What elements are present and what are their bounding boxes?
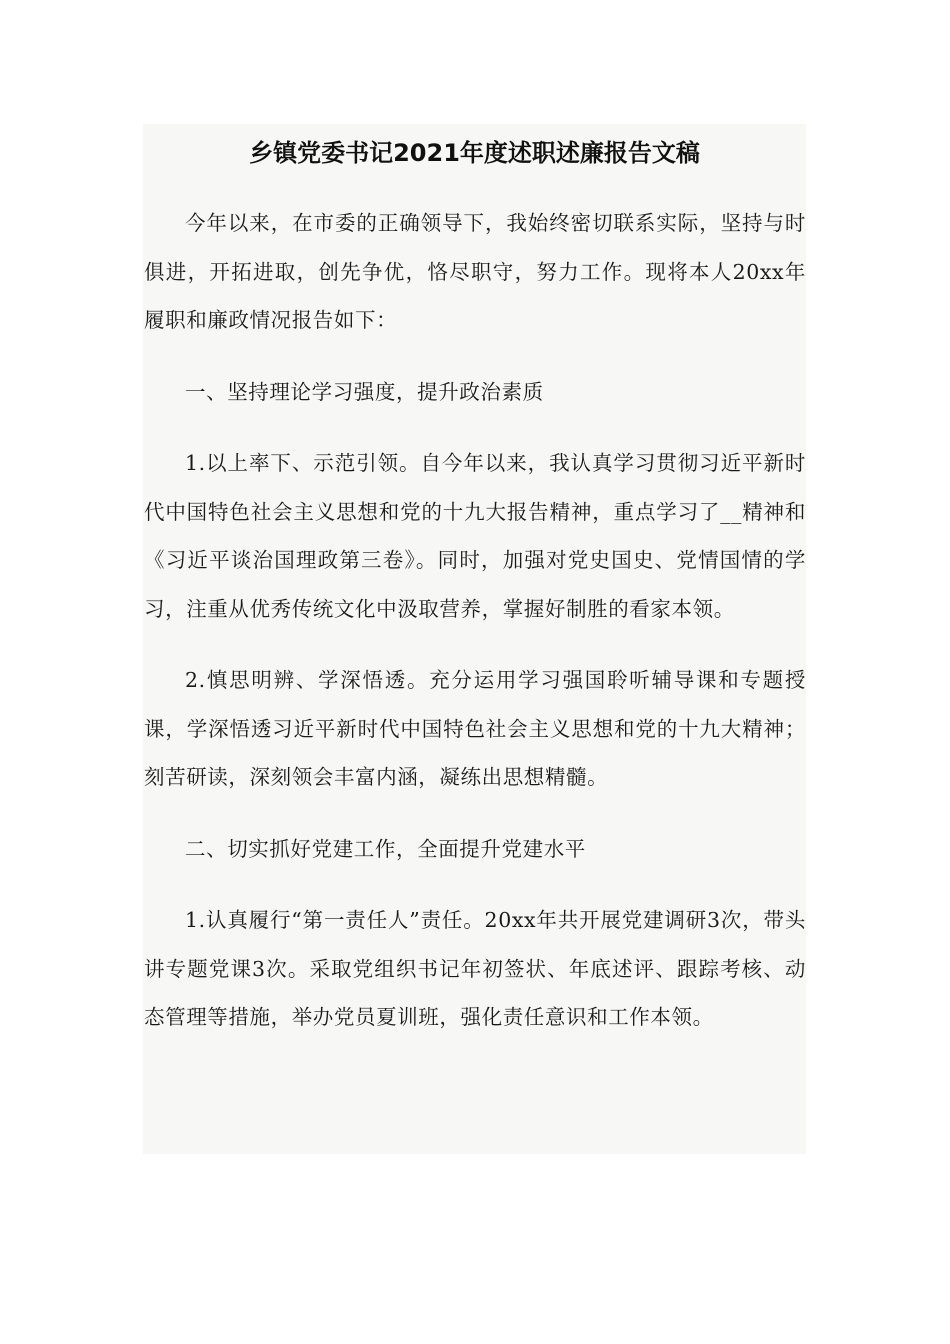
section-2-item-1: 1.认真履行“第一责任人”责任。20xx年共开展党建调研3次，带头讲专题党课3次。采取党组织书记年初签状、年底述评、跟踪考核、动态管理等措施，举办党员夏训班，强化责任意识和工作本领。: [144, 908, 806, 1029]
section-1-item-1: 1.以上率下、示范引领。自今年以来，我认真学习贯彻习近平新时代中国特色社会主义思想和党的十九大报告精神，重点学习了__精神和《习近平谈治国理政第三卷》。同时，加强对党史国史、党情国情的学习，注重从优秀传统文化中汲取营养，掌握好制胜的看家本领。: [144, 451, 806, 621]
section-heading-2: 二、切实抓好党建工作，全面提升党建水平: [185, 836, 586, 861]
document-title: 乡镇党委书记2021年度述职述廉报告文稿: [249, 139, 700, 167]
section-heading-1: 一、坚持理论学习强度，提升政治素质: [185, 379, 544, 404]
intro-paragraph: 今年以来，在市委的正确领导下，我始终密切联系实际，坚持与时俱进，开拓进取，创先争优，恪尽职守，努力工作。现将本人20xx年履职和廉政情况报告如下：: [144, 211, 806, 332]
section-1-item-2: 2.慎思明辨、学深悟透。充分运用学习强国聆听辅导课和专题授课，学深悟透习近平新时代中国特色社会主义思想和党的十九大精神；刻苦研读，深刻领会丰富内涵，凝练出思想精髓。: [144, 668, 806, 789]
document-body: [144, 199, 806, 1042]
document-page: [143, 124, 806, 1154]
